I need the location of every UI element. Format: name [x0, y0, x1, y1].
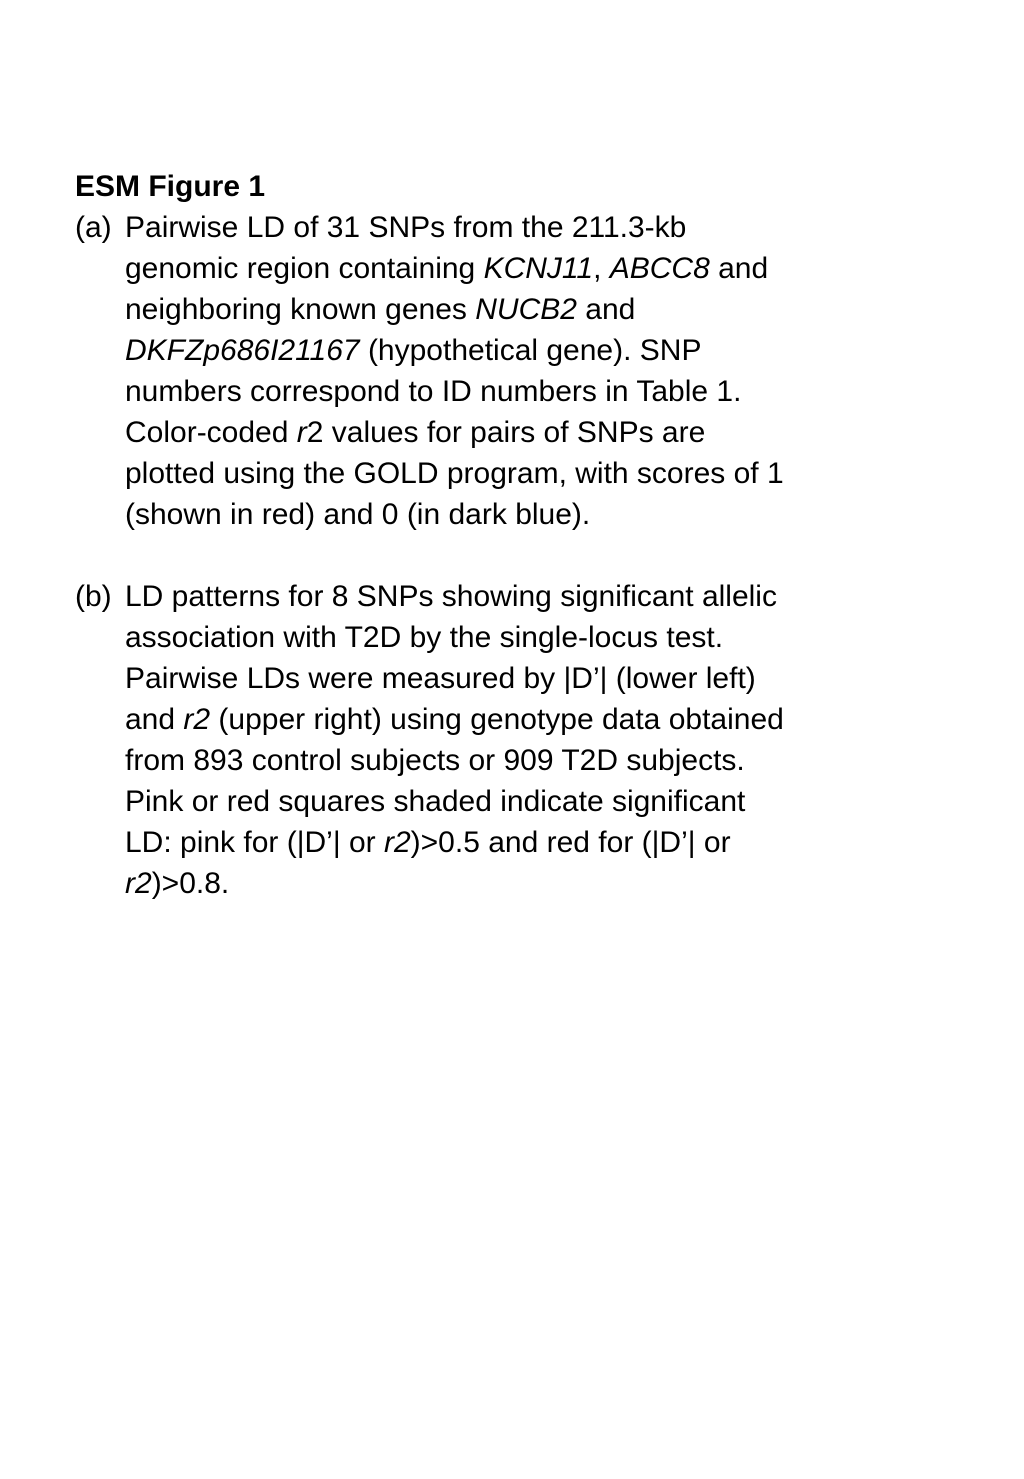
- gene-name: ABCC8: [609, 252, 710, 285]
- caption-text-run: (hypothetical gene). SNP: [359, 334, 702, 367]
- caption-line: [125, 412, 895, 453]
- item-marker: (a): [75, 211, 112, 244]
- caption-text-run: genomic region containing: [125, 252, 484, 285]
- item-marker: (b): [75, 580, 112, 613]
- caption-text-run: LD patterns for 8 SNPs showing significant allelic: [125, 580, 777, 613]
- caption-text-run: 2 values for pairs of SNPs are: [306, 416, 706, 449]
- statistic-symbol: r2: [383, 826, 411, 859]
- caption-line: [125, 289, 895, 330]
- caption-text-run: and: [125, 703, 184, 736]
- caption-text-run: and: [576, 293, 636, 326]
- caption-text-run: )>0.5 and red for (|D’| or: [410, 826, 731, 859]
- caption-line: [125, 248, 895, 289]
- gene-name: DKFZp686I21167: [125, 334, 360, 367]
- caption-text-run: (shown in red) and 0 (in dark blue).: [125, 498, 591, 531]
- statistic-symbol: r2: [125, 867, 152, 900]
- caption-text: [125, 576, 895, 904]
- caption-text-run: LD: pink for (|D’| or: [125, 826, 384, 859]
- gene-name: KCNJ11: [483, 252, 594, 285]
- statistic-symbol: r2: [183, 703, 211, 736]
- figure-heading: ESM Figure 1: [75, 170, 266, 203]
- caption-text-run: Pairwise LDs were measured by |D’| (lower left): [125, 662, 756, 695]
- caption-text-run: and: [709, 252, 769, 285]
- caption-line: [125, 781, 895, 822]
- caption-item-a: [75, 207, 895, 535]
- caption-text-run: neighboring known genes: [125, 293, 476, 326]
- caption-text-run: ,: [593, 252, 610, 285]
- caption-line: [125, 617, 895, 658]
- caption-line: [125, 330, 895, 371]
- caption-line: [125, 863, 895, 904]
- caption-line: [125, 207, 895, 248]
- caption-line: [125, 822, 895, 863]
- caption-line: [125, 371, 895, 412]
- gene-name: NUCB2: [475, 293, 577, 326]
- caption-text-run: from 893 control subjects or 909 T2D subjects.: [125, 744, 745, 777]
- caption-line: [125, 576, 895, 617]
- caption-line: [125, 453, 895, 494]
- caption-text-run: plotted using the GOLD program, with scores of 1: [125, 457, 784, 490]
- caption-text: [125, 207, 895, 535]
- caption-text-run: Pairwise LD of 31 SNPs from the 211.3-kb: [125, 211, 687, 244]
- statistic-symbol: r: [296, 416, 307, 449]
- caption-text-run: Color-coded: [125, 416, 297, 449]
- caption-text-run: association with T2D by the single-locus test.: [125, 621, 724, 654]
- caption-text-run: )>0.8.: [151, 867, 230, 900]
- caption-text-run: numbers correspond to ID numbers in Table 1.: [125, 375, 742, 408]
- caption-line: [125, 740, 895, 781]
- caption-line: [125, 699, 895, 740]
- caption-line: [125, 658, 895, 699]
- caption-item-b: [75, 576, 895, 904]
- caption-line: [125, 494, 895, 535]
- caption-text-run: (upper right) using genotype data obtained: [210, 703, 784, 736]
- caption-text-run: Pink or red squares shaded indicate significant: [125, 785, 746, 818]
